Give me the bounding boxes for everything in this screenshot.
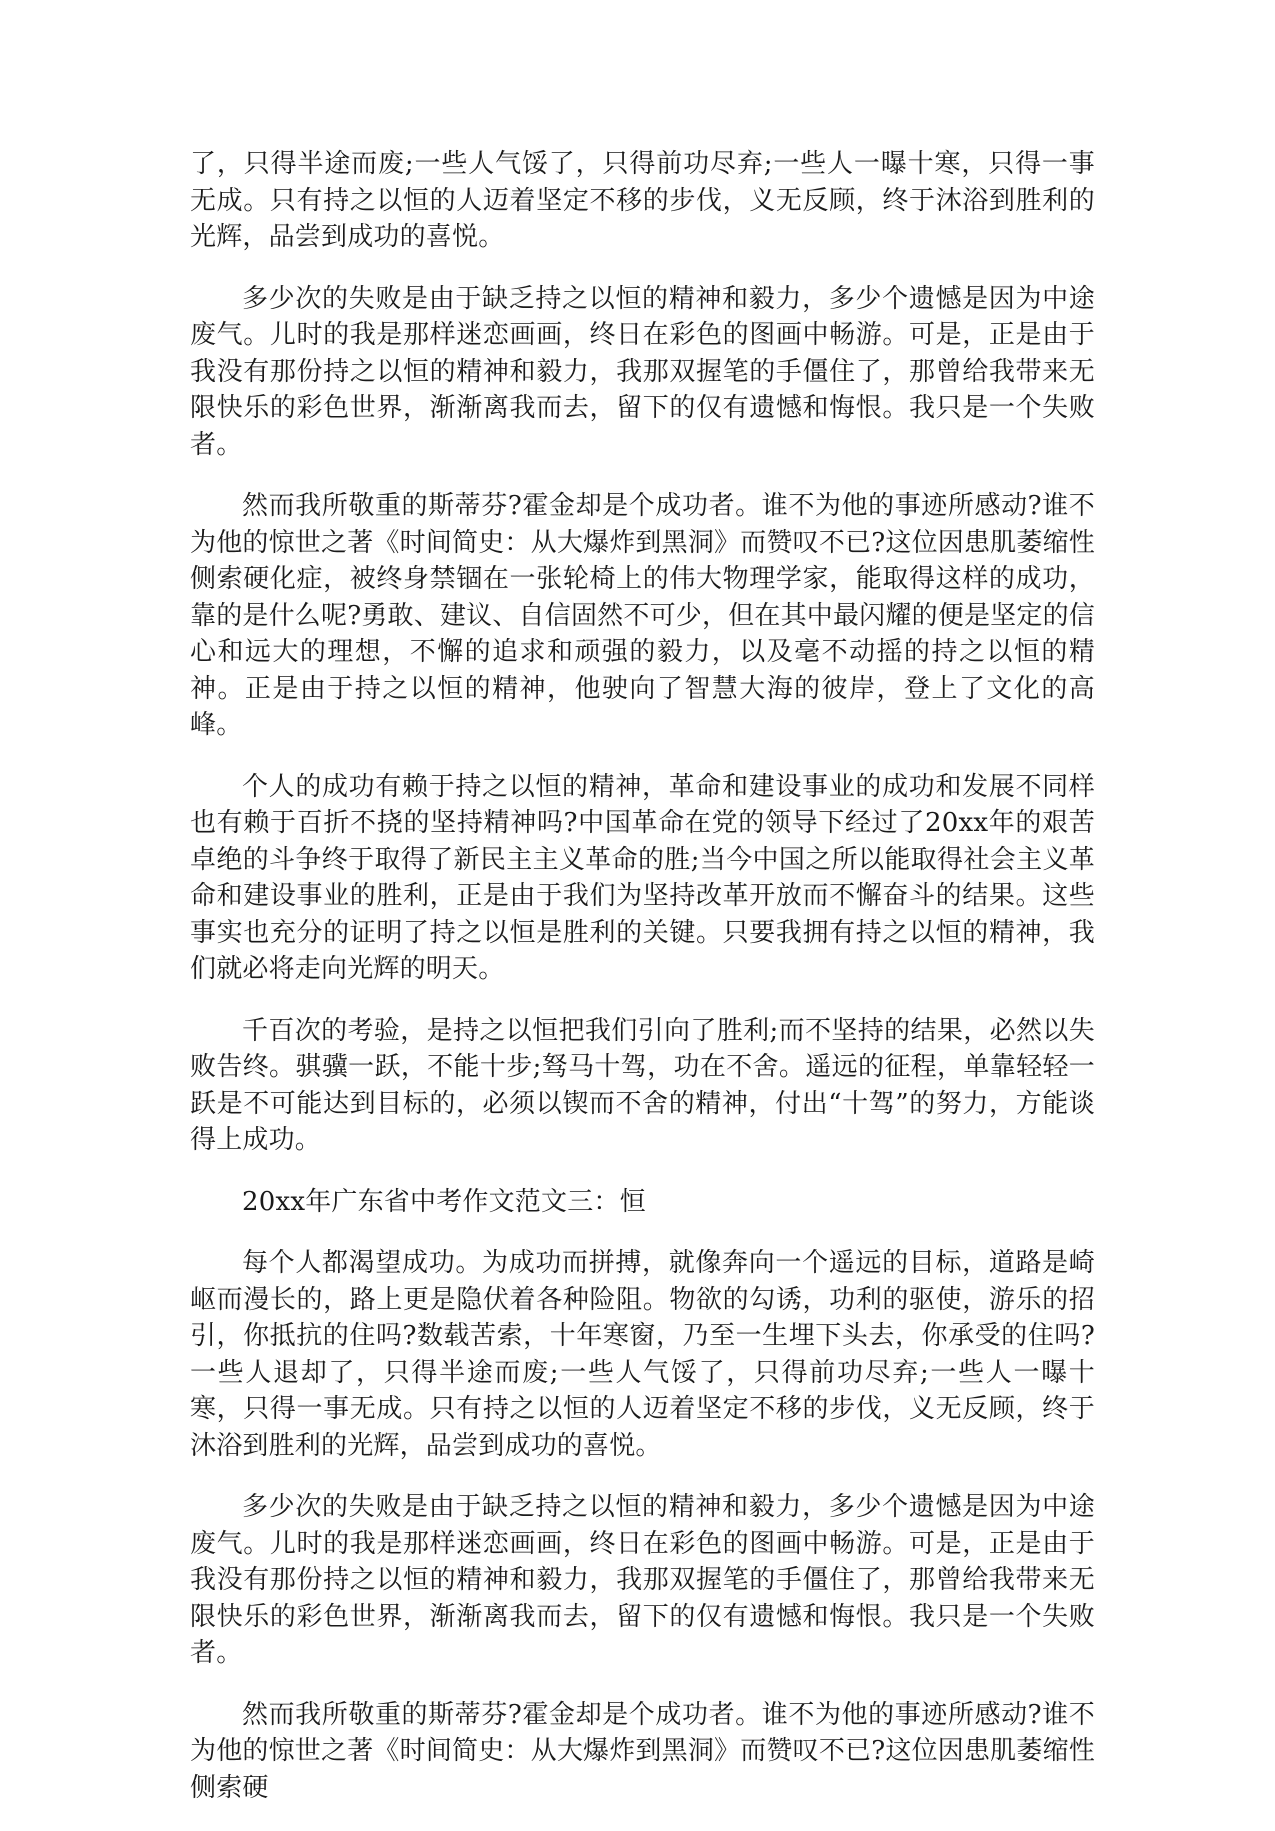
paragraph: 多少次的失败是由于缺乏持之以恒的精神和毅力，多少个遗憾是因为中途废气。儿时的我是那样迷恋画画，终日在彩色的图画中畅游。可是，正是由于我没有那份持之以恒的精神和毅力，我那双握笔的手僵住了，那曾给我带来无限快乐的彩色世界，渐渐离我而去，留下的仅有遗憾和悔恨。我只是一个失败者。 (190, 283, 1095, 460)
paragraph: 每个人都渴望成功。为成功而拼搏，就像奔向一个遥远的目标，道路是崎岖而漫长的，路上更是隐伏着各种险阻。物欲的勾诱，功利的驱使，游乐的招引，你抵抗的住吗?数载苦索，十年寒窗，乃至一生埋下头去，你承受的住吗?一些人退却了，只得半途而废;一些人气馁了，只得前功尽弃;一些人一曝十寒，只得一事无成。只有持之以恒的人迈着坚定不移的步伐，义无反顾，终于沐浴到胜利的光辉，品尝到成功的喜悦。 (190, 1248, 1095, 1461)
paragraph-continuation: 了，只得半途而废;一些人气馁了，只得前功尽弃;一些人一曝十寒，只得一事无成。只有持之以恒的人迈着坚定不移的步伐，义无反顾，终于沐浴到胜利的光辉，品尝到成功的喜悦。 (190, 149, 1095, 252)
document-body (190, 146, 1095, 1831)
paragraph: 千百次的考验，是持之以恒把我们引向了胜利;而不坚持的结果，必然以失败告终。骐骥一跃，不能十步;驽马十驾，功在不舍。遥远的征程，单靠轻轻一跃是不可能达到目标的，必须以锲而不舍的精神，付出“十驾”的努力，方能谈得上成功。 (190, 1015, 1095, 1155)
paragraph: 然而我所敬重的斯蒂芬?霍金却是个成功者。谁不为他的事迹所感动?谁不为他的惊世之著《时间简史：从大爆炸到黑洞》而赞叹不已?这位因患肌萎缩性侧索硬化症，被终身禁锢在一张轮椅上的伟大物理学家，能取得这样的成功，靠的是什么呢?勇敢、建议、自信固然不可少，但在其中最闪耀的便是坚定的信心和远大的理想，不懈的追求和顽强的毅力，以及毫不动摇的持之以恒的精神。正是由于持之以恒的精神，他驶向了智慧大海的彼岸，登上了文化的高峰。 (190, 491, 1095, 740)
paragraph: 多少次的失败是由于缺乏持之以恒的精神和毅力，多少个遗憾是因为中途废气。儿时的我是那样迷恋画画，终日在彩色的图画中畅游。可是，正是由于我没有那份持之以恒的精神和毅力，我那双握笔的手僵住了，那曾给我带来无限快乐的彩色世界，渐渐离我而去，留下的仅有遗憾和悔恨。我只是一个失败者。 (190, 1492, 1095, 1668)
paragraph-truncated: 然而我所敬重的斯蒂芬?霍金却是个成功者。谁不为他的事迹所感动?谁不为他的惊世之著《时间简史：从大爆炸到黑洞》而赞叹不已?这位因患肌萎缩性侧索硬 (190, 1699, 1095, 1803)
section-heading: 20xx年广东省中考作文范文三：恒 (242, 1186, 646, 1217)
paragraph: 个人的成功有赖于持之以恒的精神，革命和建设事业的成功和发展不同样也有赖于百折不挠的坚持精神吗?中国革命在党的领导下经过了20xx年的艰苦卓绝的斗争终于取得了新民主主义革命的胜;当今中国之所以能取得社会主义革命和建设事业的胜利，正是由于我们为坚持改革开放而不懈奋斗的结果。这些事实也充分的证明了持之以恒是胜利的关键。只要我拥有持之以恒的精神，我们就必将走向光辉的明天。 (190, 771, 1095, 984)
